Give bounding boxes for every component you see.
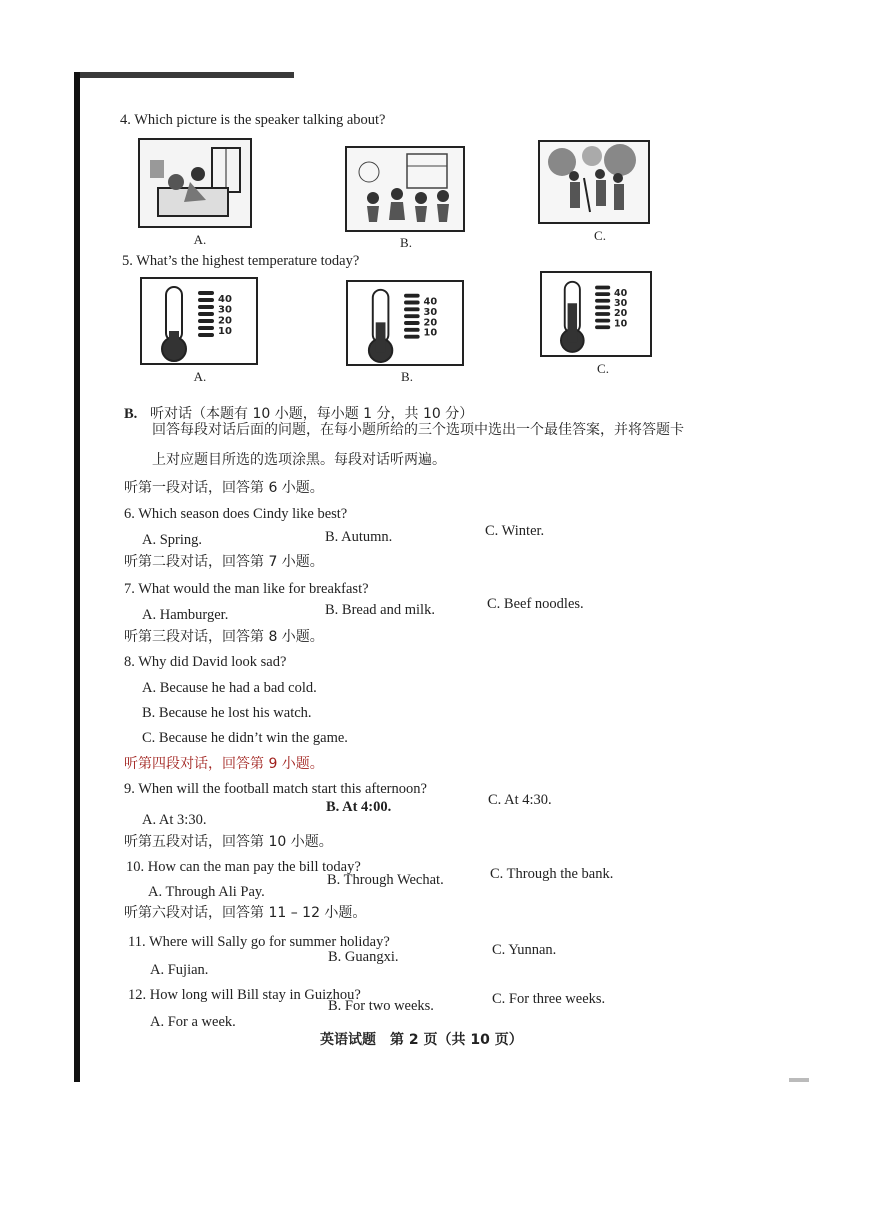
option-a: A. Fujian. <box>150 962 209 978</box>
tree-planting-scene-icon <box>538 140 650 224</box>
option-a: A. Because he had a bad cold. <box>142 680 317 696</box>
option-c: C. For three weeks. <box>492 991 606 1007</box>
section-b-letter: B. <box>124 406 138 422</box>
option-b: B. Because he lost his watch. <box>142 705 312 721</box>
scale-tick <box>198 312 214 316</box>
scale-label: 40 <box>218 294 232 305</box>
question-text: 9. When will the football match start this afternoon? <box>124 781 427 797</box>
option-label: C. <box>597 361 609 376</box>
option-a: A. Through Ali Pay. <box>148 884 265 900</box>
scale-label: 10 <box>218 326 232 337</box>
section-b-heading: 听对话（本题有 10 小题，每小题 1 分，共 10 分） <box>150 406 474 422</box>
section-b-instruction-2: 上对应题目所选的选项涂黑。每段对话听两遍。 <box>152 452 446 468</box>
scan-smudge <box>789 1078 809 1082</box>
option-b: B. At 4:00. <box>326 799 392 815</box>
question-5-text: 5. What’s the highest temperature today? <box>122 253 360 269</box>
scale-tick <box>595 305 610 309</box>
scale-tick <box>404 335 420 339</box>
question-text: 12. How long will Bill stay in Guizhou? <box>128 987 361 1003</box>
question-text: 7. What would the man like for breakfast? <box>124 581 369 597</box>
option-a: A. At 3:30. <box>142 812 207 828</box>
option-label: B. <box>401 369 413 384</box>
dialogue-intro: 听第六段对话，回答第 11 – 12 小题。 <box>124 905 367 921</box>
scale-tick <box>198 298 214 302</box>
dialogue-intro: 听第五段对话，回答第 10 小题。 <box>124 834 333 850</box>
scale-tick <box>198 305 214 309</box>
dialogue-intro: 听第四段对话，回答第 9 小题。 <box>124 756 324 772</box>
option-c: C. Because he didn’t win the game. <box>142 730 348 746</box>
thermometer-b <box>346 280 464 366</box>
option-b: B. Bread and milk. <box>325 602 435 618</box>
scale-tick <box>595 312 610 316</box>
option-label: A. <box>193 232 207 247</box>
question-4-text: 4. Which picture is the speaker talking about? <box>120 112 386 128</box>
option-c: C. Winter. <box>485 523 545 539</box>
page-footer: 英语试题 第 2 页（共 10 页） <box>320 1032 523 1048</box>
option-label: B. <box>400 235 412 250</box>
scale-label: 40 <box>423 296 438 308</box>
scale-tick <box>595 319 610 323</box>
scan-shadow-top <box>74 72 294 78</box>
dialogue-intro: 听第一段对话，回答第 6 小题。 <box>124 480 324 496</box>
question-text: 11. Where will Sally go for summer holiday? <box>128 934 390 950</box>
scale-tick <box>198 291 214 295</box>
scale-label: 20 <box>614 308 628 320</box>
scale-label: 30 <box>423 306 438 318</box>
scale-tick <box>595 286 610 290</box>
scale-tick <box>595 325 610 329</box>
scale-tick <box>404 307 420 311</box>
thermometer-fill <box>376 322 386 352</box>
scale-label: 30 <box>218 304 232 316</box>
option-b: B. Through Wechat. <box>327 872 444 888</box>
thermometer-fill <box>169 331 179 351</box>
option-a: A. For a week. <box>150 1014 236 1030</box>
option-a: A. Spring. <box>142 532 203 548</box>
option-c: C. At 4:30. <box>488 792 552 808</box>
scale-label: 30 <box>614 298 628 310</box>
option-c: C. Yunnan. <box>492 942 557 958</box>
option-a: A. Hamburger. <box>142 607 229 623</box>
thermometer-fill <box>568 303 577 342</box>
scale-tick <box>404 328 420 332</box>
option-label: A. <box>193 369 207 384</box>
scale-tick <box>198 333 214 337</box>
scale-label: 40 <box>614 288 628 299</box>
scale-label: 20 <box>218 315 232 327</box>
sick-in-bed-scene-icon <box>138 138 252 228</box>
scale-tick <box>595 299 610 303</box>
scale-label: 10 <box>423 327 438 339</box>
dialogue-intro: 听第二段对话，回答第 7 小题。 <box>124 554 324 570</box>
option-b: B. Guangxi. <box>328 949 399 965</box>
scan-shadow-left <box>74 72 80 1082</box>
option-label: C. <box>594 228 606 243</box>
option-c: C. Through the bank. <box>490 866 614 882</box>
scale-label: 20 <box>423 317 438 329</box>
scale-label: 10 <box>614 318 628 330</box>
option-b: B. For two weeks. <box>328 998 434 1014</box>
scale-tick <box>404 314 420 318</box>
option-b: B. Autumn. <box>325 529 393 545</box>
thermometer-c <box>540 271 652 357</box>
scale-tick <box>198 326 214 330</box>
scale-tick <box>404 321 420 325</box>
question-text: 10. How can the man pay the bill today? <box>126 859 361 875</box>
question-text: 8. Why did David look sad? <box>124 654 287 670</box>
scale-tick <box>595 292 610 296</box>
scale-tick <box>404 301 420 305</box>
scale-tick <box>404 294 420 298</box>
scale-tick <box>198 319 214 323</box>
dialogue-intro: 听第三段对话，回答第 8 小题。 <box>124 629 324 645</box>
thermometer-a <box>140 277 258 365</box>
snow-play-scene-icon <box>345 146 465 232</box>
option-c: C. Beef noodles. <box>487 596 584 612</box>
question-text: 6. Which season does Cindy like best? <box>124 506 348 522</box>
section-b-instruction-1: 回答每段对话后面的问题，在每小题所给的三个选项中选出一个最佳答案，并将答题卡 <box>152 422 684 438</box>
